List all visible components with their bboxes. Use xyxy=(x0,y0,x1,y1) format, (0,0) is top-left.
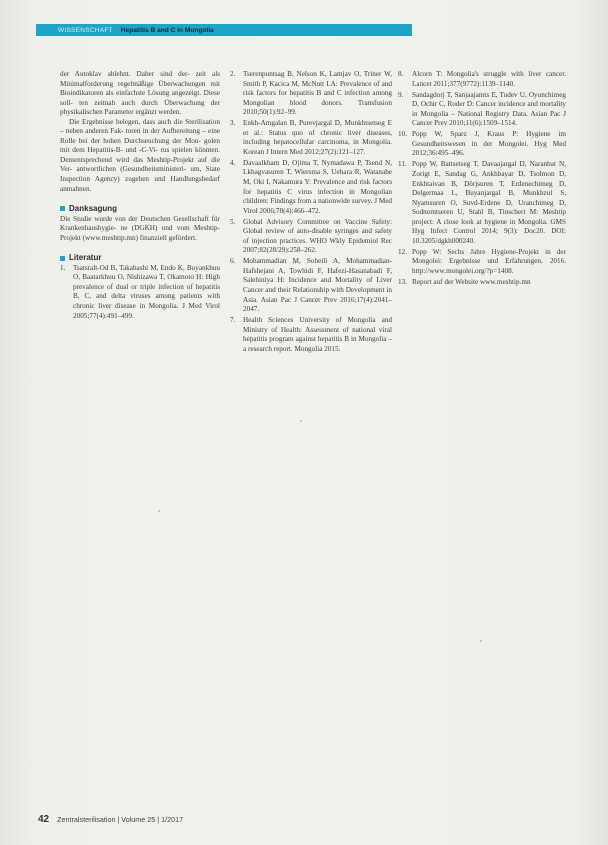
acknowledgement-heading xyxy=(60,204,220,214)
journal-citation: Zentralsterilisation | Volume 25 | 1/2017 xyxy=(57,815,184,824)
page-number: 42 xyxy=(38,814,50,825)
bullet-square-icon xyxy=(60,256,65,261)
body-paragraph: der Autoklav ablehnt. Daher sind der- zeit als Minimalforderung regelmäßige Überwachungen mit Bioindikatoren als einfachste Lösung angezeigt. Diese soll- ten zeitnah auch durch Überwachung der physikalischen Parameter ergänzt werden. xyxy=(60,70,220,117)
reference-item: 11. Popp W, Battsetseg T, Davaajargal D, Naranbat N, Zorigt E, Sandag G, Ankhbayar D, Tsolmon D, Enkhtaivan B, Dörjsuren T, Erdenechimeg D, Delgermaa L, Buyanjargal B, Munkhzul S, Nyamsuren O, Suvd-Erdene D, Uranchimeg D, Sodnomtseren U, Stahl B, Tinschert M: Meshtip project: A close look at hygiene in Mongolia. GMS Hyg Infect Control 2014; 9(3): Doc20. DOI: 10.3205/dgkh000240. xyxy=(398,160,566,245)
reference-item: 6. Mohammadian M, Soheili A, Mohammadian-Hafshejani A, Towhidi F, Hafezi-Hasanabadi F, Salehiniya H: Incidence and Mortality of Liver Cancer and their Relationship with Development in Asia. Asian Pac J Cancer Prev 2016;17(4):2041–2047. xyxy=(230,257,392,314)
paper-speck xyxy=(158,510,160,512)
page-footer xyxy=(38,814,183,825)
reference-item: 1. Tsatsralt-Od B, Takahashi M, Endo K, Buyankhuu O, Baatarkhuu O, Nishizawa T, Okamoto H: High prevalence of dual or triple infection of hepatitis B, C, and delta viruses among patients with chronic liver disease in Mongolia. J Med Virol 2005;77(4):491–499. xyxy=(60,263,220,320)
text-column-2 xyxy=(230,70,392,356)
acknowledgement-text: Die Studie wurde von der Deutschen Gesellschaft für Krankenhaushygie- ne (DGKH) und vom Meshtip-Projekt (www.meshtip.mn) finanziell gefördert. xyxy=(60,214,220,242)
section-header-bar xyxy=(36,24,412,36)
reference-item: 13. Report auf der Website www.meshtip.mn xyxy=(398,277,531,286)
reference-list xyxy=(230,70,392,354)
reference-item: 8. Alcorn T: Mongolia's struggle with liver cancer. Lancet 2011;377(9772):1139–1140. xyxy=(398,70,566,88)
reference-item: 2. Tserenpuntsag B, Nelson K, Lamjav O, Triner W, Smith P, Kacica M, McNutt LA: Prevalence of and risk factors for hepatitis B and C infection among Mongolian blood donors. Transfusion 2010;50(1):92–99. xyxy=(230,70,392,117)
reference-item: 4. Davaalkham D, Ojima T, Nymadawa P, Tsend N, Lkhagvasuren T, Wiersma S, Uehara R, Watanabe M, Oki I, Nakamura Y: Prevalence and risk factors for hepatitis C virus infection in Mongolian children: Findings from a nationwide survey. J Med Virol 2006;78(4):466–472. xyxy=(230,158,392,215)
reference-list xyxy=(60,264,220,321)
bullet-square-icon xyxy=(60,206,65,211)
references-heading xyxy=(60,253,220,263)
reference-item: 7. Health Sciences University of Mongolia and Ministry of Health: Assessment of national viral hepatitis program against hepatitis B in Mongolia – a research report. Mongolia 2015. xyxy=(230,316,392,353)
reference-list xyxy=(398,70,566,288)
section-label: WISSENSCHAFT xyxy=(58,26,113,34)
paper-speck xyxy=(480,640,482,642)
reference-item: 12. Popp W: Sechs Jahre Hygiene-Projekt in der Mongolei: Ergebnisse und Erfahrungen. 2016. http://www.mongolei.org/?p=1408. xyxy=(398,247,566,275)
text-column-1 xyxy=(60,70,220,323)
running-title: Hepatitis B and C in Mongolia xyxy=(120,26,214,34)
reference-item: 5. Global Advisory Committee on Vaccine Safety: Global review of auto-disable syringes and safety of injection practices. WHO Wkly Epidemiol Rec 2007;82(28/29):258–262. xyxy=(230,217,392,255)
body-paragraph: Die Ergebnisse belegen, dass auch die Sterilisation – neben anderen Fak- toren in der Aufbereitung – eine Rolle bei der hohen Durchseuchung der Mon- golen mit dem Hepatitis-B- und -C-Vi- rus spielen könnten. Dementsprechend wird das Meshtip-Projekt auf die Ver- antwortlichen (Gesundheitsministeri- um, State Inspection Agency) zugehen und Handlungsbedarf anmahnen. xyxy=(60,117,220,193)
references-heading-label: Literatur xyxy=(69,253,102,263)
reference-item: 3. Enkh-Amgalan B, Purevjargal D, Munkhtsetseg E et al.: Status quo of chronic liver diseases, including hepatocellular carcinoma, in Mongolia. Korean J Intern Med 2012;27(2):121–127. xyxy=(230,119,392,156)
text-column-3 xyxy=(398,70,566,289)
paper-speck xyxy=(300,420,302,422)
reference-item: 10. Popp W, Sparz J, Kraus P: Hygiene im Gesundheitswesen in der Mongolei. Hyg Med 2012;36:495–496. xyxy=(398,130,566,158)
acknowledgement-heading-label: Danksagung xyxy=(69,204,118,214)
reference-item: 9. Sandagdorj T, Sanjaajamts E, Tudev U, Oyunchimeg D, Ochir C, Roder D: Cancer incidence and mortality in Mongolia – National Registry Data. Asian Pac J Cancer Prev 2010;11(6):1509–1514. xyxy=(398,90,566,128)
